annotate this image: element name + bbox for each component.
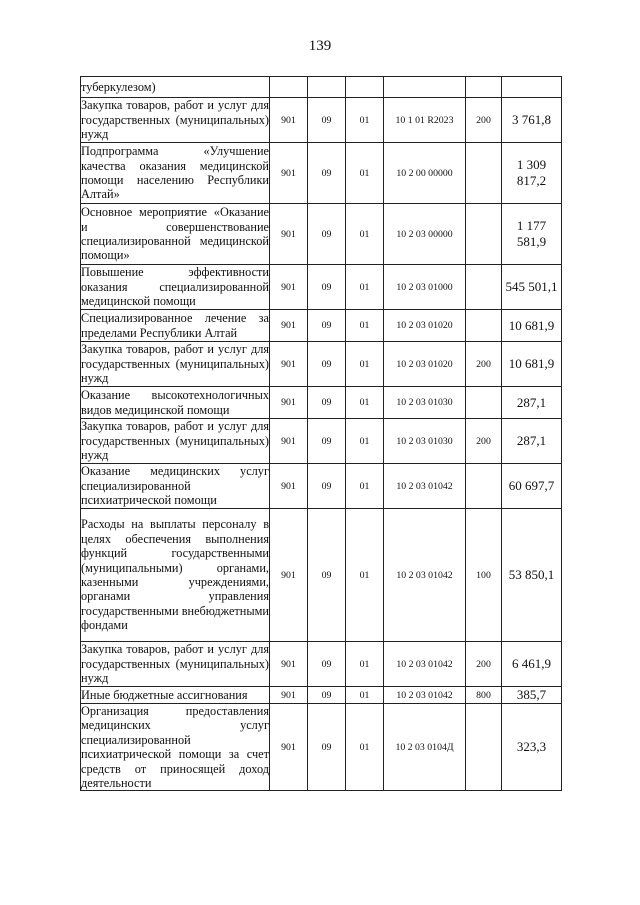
row-pr: 01 [346, 310, 384, 342]
row-rz: 09 [308, 204, 346, 265]
row-rz: 09 [308, 98, 346, 143]
row-sum: 6 461,9 [502, 642, 562, 687]
row-sum: 287,1 [502, 419, 562, 464]
row-csr [384, 77, 466, 98]
row-csr: 10 2 03 01030 [384, 387, 466, 419]
row-vr [466, 310, 502, 342]
table-row [81, 98, 562, 143]
table-row [81, 77, 562, 98]
table-row [81, 265, 562, 310]
row-csr: 10 2 03 00000 [384, 204, 466, 265]
row-gr: 901 [270, 464, 308, 509]
row-gr: 901 [270, 642, 308, 687]
row-csr: 10 2 00 00000 [384, 143, 466, 204]
table-row [81, 419, 562, 464]
row-csr: 10 2 03 01020 [384, 342, 466, 387]
row-sum: 323,3 [502, 704, 562, 791]
row-vr: 200 [466, 419, 502, 464]
row-gr: 901 [270, 310, 308, 342]
row-gr: 901 [270, 704, 308, 791]
row-rz: 09 [308, 464, 346, 509]
row-csr: 10 2 03 01042 [384, 509, 466, 642]
row-vr: 100 [466, 509, 502, 642]
row-name: Повышение эффективности оказания специализированной медицинской помощи [81, 265, 269, 309]
row-vr [466, 143, 502, 204]
row-pr: 01 [346, 419, 384, 464]
row-vr [466, 704, 502, 791]
row-gr: 901 [270, 509, 308, 642]
row-name: Подпрограмма «Улучшение качества оказания медицинской помощи населению Республики Алтай» [81, 143, 270, 204]
row-name: Оказание медицинских услуг специализированной психиатрической помощи [81, 464, 269, 508]
row-rz: 09 [308, 265, 346, 310]
table-row [81, 509, 562, 642]
table-row [81, 387, 562, 419]
table-row [81, 310, 562, 342]
row-csr: 10 2 03 01042 [384, 464, 466, 509]
row-rz: 09 [308, 509, 346, 642]
row-csr: 10 2 03 0104Д [384, 704, 466, 791]
row-pr: 01 [346, 342, 384, 387]
row-pr: 01 [346, 265, 384, 310]
row-rz: 09 [308, 704, 346, 791]
row-pr: 01 [346, 387, 384, 419]
row-rz: 09 [308, 387, 346, 419]
row-gr: 901 [270, 342, 308, 387]
row-pr: 01 [346, 687, 384, 704]
row-pr [346, 77, 384, 98]
row-csr: 10 2 03 01042 [384, 642, 466, 687]
table-row [81, 342, 562, 387]
row-sum: 1 177 581,9 [502, 204, 562, 265]
row-rz: 09 [308, 687, 346, 704]
budget-table [80, 76, 562, 791]
row-csr: 10 2 03 01042 [384, 687, 466, 704]
table-row [81, 143, 562, 204]
row-gr: 901 [270, 419, 308, 464]
row-name: туберкулезом) [81, 77, 270, 98]
row-sum: 10 681,9 [502, 310, 562, 342]
row-pr: 01 [346, 464, 384, 509]
row-name: Закупка товаров, работ и услуг для государственных (муниципальных) нужд [81, 98, 269, 142]
row-gr: 901 [270, 98, 308, 143]
row-vr [466, 387, 502, 419]
row-name: Закупка товаров, работ и услуг для государственных (муниципальных) нужд [81, 342, 269, 386]
row-sum [502, 77, 562, 98]
row-vr [466, 204, 502, 265]
row-sum: 1 309 817,2 [502, 143, 562, 204]
row-name: Закупка товаров, работ и услуг для государственных (муниципальных) нужд [81, 419, 269, 463]
row-sum: 287,1 [502, 387, 562, 419]
row-rz: 09 [308, 419, 346, 464]
table-row [81, 642, 562, 687]
row-rz: 09 [308, 143, 346, 204]
table-row [81, 464, 562, 509]
row-name: Специализированное лечение за пределами Республики Алтай [81, 311, 269, 340]
row-sum: 10 681,9 [502, 342, 562, 387]
row-sum: 385,7 [502, 687, 562, 704]
row-sum: 53 850,1 [502, 509, 562, 642]
row-rz [308, 77, 346, 98]
row-sum: 3 761,8 [502, 98, 562, 143]
row-sum: 545 501,1 [502, 265, 562, 310]
row-rz: 09 [308, 342, 346, 387]
row-gr: 901 [270, 387, 308, 419]
row-name: Организация предоставления медицинских услуг специализированной психиатрической помощи за счет средств от приносящей доход деятельности [81, 704, 269, 791]
row-csr: 10 2 03 01030 [384, 419, 466, 464]
row-pr: 01 [346, 204, 384, 265]
row-vr [466, 464, 502, 509]
budget-table-body [81, 77, 562, 791]
row-gr: 901 [270, 687, 308, 704]
row-name: Расходы на выплаты персоналу в целях обеспечения выполнения функций государственными (муниципальными) органами, казенными учреждениями, органами управления государственными внебюджетными фондами [81, 509, 270, 642]
page-number: 139 [308, 38, 332, 54]
row-pr: 01 [346, 704, 384, 791]
row-rz: 09 [308, 310, 346, 342]
row-sum: 60 697,7 [502, 464, 562, 509]
row-pr: 01 [346, 642, 384, 687]
row-csr: 10 2 03 01020 [384, 310, 466, 342]
row-vr: 200 [466, 342, 502, 387]
table-row [81, 704, 562, 791]
row-csr: 10 1 01 R2023 [384, 98, 466, 143]
row-pr: 01 [346, 143, 384, 204]
row-vr [466, 265, 502, 310]
row-csr: 10 2 03 01000 [384, 265, 466, 310]
row-vr [466, 77, 502, 98]
row-name: Иные бюджетные ассигнования [81, 687, 270, 704]
row-gr: 901 [270, 143, 308, 204]
row-name: Оказание высокотехнологичных видов медицинской помощи [81, 388, 269, 417]
table-row [81, 687, 562, 704]
row-pr: 01 [346, 509, 384, 642]
row-rz: 09 [308, 642, 346, 687]
row-gr: 901 [270, 265, 308, 310]
row-gr: 901 [270, 204, 308, 265]
row-gr [270, 77, 308, 98]
row-vr: 200 [466, 98, 502, 143]
row-pr: 01 [346, 98, 384, 143]
row-vr: 200 [466, 642, 502, 687]
row-vr: 800 [466, 687, 502, 704]
table-row [81, 204, 562, 265]
row-name: Основное мероприятие «Оказание и совершенствование специализированной медицинской помощи» [81, 204, 270, 265]
row-name: Закупка товаров, работ и услуг для государственных (муниципальных) нужд [81, 642, 269, 686]
